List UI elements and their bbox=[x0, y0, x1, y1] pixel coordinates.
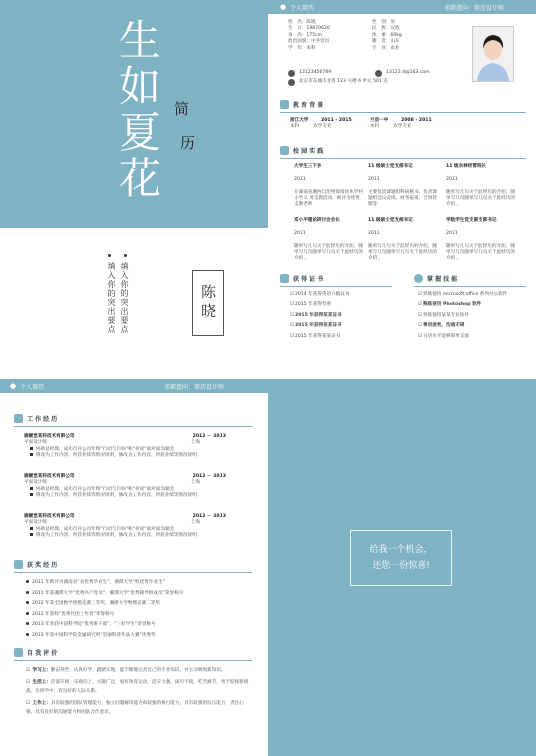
trophy-icon bbox=[14, 560, 23, 569]
work-company: 鹿额堂某科技术有限公司 bbox=[24, 514, 75, 519]
self-eval-heading bbox=[14, 648, 57, 657]
check-icon: ☑ bbox=[26, 679, 31, 685]
work-role: 平面设计师 bbox=[24, 520, 47, 526]
header-title: 个人简历 bbox=[20, 383, 45, 391]
education-heading bbox=[280, 100, 323, 109]
square-bullet-icon bbox=[30, 487, 33, 490]
campus-heading bbox=[280, 146, 323, 155]
work-city: 上海 bbox=[190, 520, 200, 526]
work-company: 鹿额堂某科技术有限公司 bbox=[24, 434, 75, 439]
highlight-text-1: 填入你的突出要点 bbox=[107, 262, 116, 334]
skill-text: 熟练使用 Photoshop 软件 bbox=[423, 302, 482, 308]
hometown-value: 山东 bbox=[390, 39, 400, 45]
skills-title: 掌 握 技 能 bbox=[427, 276, 458, 283]
skill-text: 熟练使用 microsoft office 系列办公软件 bbox=[423, 292, 508, 297]
work-years: 2012 － 2013 bbox=[192, 434, 226, 439]
self-eval-text: 勤奋刻苦，认真好学，踏踏实地，能不断地完善自己的专业知识，并主动吸收新知识。 bbox=[50, 668, 226, 673]
dot-bullet-icon bbox=[26, 601, 29, 604]
certificate-icon bbox=[280, 274, 289, 283]
weight-value: 60kg bbox=[390, 32, 402, 38]
ethnic-value: 汉族 bbox=[390, 26, 400, 32]
height-value: 175cm bbox=[306, 32, 323, 38]
header-title: 个人简历 bbox=[290, 4, 315, 12]
certificate-text: 2015 年获得某某证书 bbox=[295, 312, 342, 318]
check-icon: ☑ bbox=[290, 333, 295, 339]
page2-header-bar bbox=[0, 379, 268, 393]
self-eval-label: 工作上： bbox=[32, 700, 51, 706]
campus-item-desc: 在湖南省湘西自治州保靖县木学村小学义 务支教活动，被评为优秀支教老师 bbox=[294, 189, 363, 208]
person-icon: ● bbox=[10, 382, 17, 390]
check-icon: ☑ bbox=[418, 302, 423, 308]
major-1: 农学专业 bbox=[313, 124, 332, 130]
work-company: 鹿额堂某科技术有限公司 bbox=[24, 474, 75, 479]
campus-item-title: 大学生三下乡 bbox=[294, 164, 322, 169]
page1-header-bar bbox=[268, 0, 536, 14]
education-rule bbox=[280, 112, 526, 113]
profile-right-col bbox=[372, 20, 462, 52]
honor-text: 2012 年获全国数学建模竞赛三等奖，湘潭大学物理竞赛二等奖 bbox=[32, 601, 160, 606]
certificate-text: 2015 年获得某某证书 bbox=[295, 323, 342, 329]
cover-small-title bbox=[174, 92, 194, 160]
person-icon: ● bbox=[280, 3, 287, 11]
square-bullet-icon bbox=[30, 453, 33, 456]
campus-title: 校 园 实 践 bbox=[293, 148, 324, 155]
campus-rule bbox=[280, 158, 526, 159]
work-years: 2012 － 2013 bbox=[192, 514, 226, 519]
work-duty-text: 修改为工作内容、所获业绩等情况说明，修改为工作内容、所获业绩等情况说明 bbox=[36, 453, 197, 459]
self-eval-rule bbox=[14, 660, 252, 661]
height-label: 身 高： bbox=[288, 32, 307, 38]
campus-item-year: 2011 bbox=[368, 230, 380, 236]
certificates-rule bbox=[280, 286, 392, 287]
work-duty-text: 协助总经理，成功召开公司年终“行动与目标”和“亮说”面对面沟通会 bbox=[36, 446, 175, 452]
name-label: 姓 名： bbox=[288, 20, 307, 25]
certificates-list bbox=[290, 292, 400, 340]
honor-item bbox=[26, 599, 251, 610]
campus-item-2 bbox=[368, 164, 438, 209]
header-intention: 求职意向：简历设计师 bbox=[443, 4, 504, 12]
photo-portrait bbox=[473, 27, 513, 81]
honor-text: 2013 年荣获中国科学院“优秀班干部”、“三好学生”荣誉称号 bbox=[32, 622, 156, 627]
dot-bullet-icon bbox=[26, 633, 29, 636]
check-icon: ☑ bbox=[418, 312, 423, 318]
honors-title: 获 奖 经 历 bbox=[27, 562, 58, 569]
briefcase-icon bbox=[14, 414, 23, 423]
square-bullet-icon bbox=[30, 533, 33, 536]
campus-item-desc: 随单写几句关于此经历的介绍，随单写几句随单写几句关于此经历的介绍 。 bbox=[294, 243, 363, 262]
politics-label: 政治面貌： bbox=[288, 39, 311, 45]
cover-small-char-2: 历 bbox=[180, 134, 196, 152]
honor-item bbox=[26, 578, 251, 589]
honor-text: 2013 年获中国科学院金属研究所“崇丽科普作品大赛”优秀奖 bbox=[32, 632, 156, 638]
work-title: 工 作 经 历 bbox=[27, 416, 58, 423]
work-heading bbox=[14, 414, 57, 423]
square-bullet-icon bbox=[30, 493, 33, 496]
slogan-box bbox=[350, 530, 452, 586]
edu-value: 本科 bbox=[306, 45, 316, 51]
work-item-1 bbox=[24, 434, 244, 460]
self-eval-item bbox=[26, 678, 252, 697]
location-icon bbox=[288, 79, 295, 86]
skill-item bbox=[418, 313, 530, 319]
campus-item-desc: 随单写几句关于此经历的介绍，随单写几句随单写几句关于此经历的介绍 。 bbox=[446, 243, 515, 262]
cover-char-1: 生 bbox=[118, 16, 161, 65]
flag-icon bbox=[280, 146, 289, 155]
work-duty bbox=[24, 533, 244, 539]
degree-1: 本科 bbox=[290, 124, 300, 130]
certificates-heading bbox=[280, 274, 323, 283]
edu-label: 学 历： bbox=[288, 45, 307, 51]
pencil-icon bbox=[14, 648, 23, 657]
square-bullet-icon bbox=[30, 527, 33, 530]
honor-item bbox=[26, 631, 251, 642]
honor-item bbox=[26, 620, 251, 631]
politics-value: 中共党员 bbox=[310, 39, 330, 45]
address-value: 北京市东城市北普 123 号楼 6 单元 501 室 bbox=[299, 79, 388, 85]
certificate-text: 2015 年获得某某证书 bbox=[295, 333, 341, 339]
header-intention: 求职意向：简历设计师 bbox=[163, 383, 224, 391]
cover-char-4: 花 bbox=[118, 154, 161, 203]
campus-item-6 bbox=[446, 218, 516, 263]
check-icon: ☑ bbox=[290, 292, 295, 297]
name-value: 陈晓 bbox=[306, 20, 316, 25]
contact-row bbox=[288, 70, 468, 86]
phone-value: 13123456789 bbox=[299, 70, 332, 76]
check-icon: ☑ bbox=[290, 323, 295, 329]
school-2: 兰县一中 bbox=[370, 118, 389, 123]
campus-item-year: 2011 bbox=[294, 230, 306, 236]
sex-value: 男 bbox=[390, 20, 395, 25]
education-item-1 bbox=[290, 118, 380, 131]
certificate-item bbox=[290, 323, 400, 329]
email-value: 13123.4@163.com bbox=[386, 70, 430, 76]
cover-small-char-1: 简 bbox=[174, 100, 190, 118]
skill-text: 熟练使用某某专业软件 bbox=[423, 312, 469, 318]
dot-bullet-icon bbox=[26, 591, 29, 594]
name-box-text: 陈晓 bbox=[199, 284, 217, 322]
highlight-text-2: 填入你的突出要点 bbox=[120, 262, 129, 334]
self-eval-item bbox=[26, 699, 252, 718]
work-duty bbox=[24, 493, 244, 499]
work-city: 上海 bbox=[190, 480, 200, 486]
honors-heading bbox=[14, 560, 57, 569]
dot-bullet-icon bbox=[26, 622, 29, 625]
self-eval-list bbox=[26, 666, 252, 718]
ethnic-label: 民 族： bbox=[372, 26, 391, 32]
campus-item-desc: 随单写几句关于此经历的介绍，随单写几句随单写几句关于此经历的介绍 。 bbox=[446, 189, 515, 208]
sex-label: 性 别： bbox=[372, 20, 391, 25]
certificate-item bbox=[290, 292, 400, 298]
skills-list bbox=[418, 292, 530, 340]
graduation-cap-icon bbox=[280, 100, 289, 109]
campus-item-title: 邓小平理论研讨会会长 bbox=[294, 218, 340, 223]
campus-item-title: 11 级硕士党支部书记 bbox=[368, 218, 413, 223]
phone-icon bbox=[288, 70, 295, 77]
check-icon: ☑ bbox=[418, 323, 423, 329]
campus-item-desc: 主要负责课题组科研秘书、负责课题组会议安排、财务报销、合同管理等 bbox=[368, 189, 437, 208]
education-title: 教 育 背 景 bbox=[293, 102, 324, 109]
campus-item-desc: 随单写几句关于此经历的介绍，随单写几句随单写几句关于此经历的介绍 。 bbox=[368, 243, 437, 262]
school-1: 浙江大学 bbox=[290, 118, 309, 123]
dot-bullet-icon bbox=[26, 612, 29, 615]
certificate-text: 2015 年获得驾照 bbox=[295, 302, 332, 308]
cover-big-title bbox=[112, 18, 168, 202]
work-role: 平面设计师 bbox=[24, 480, 47, 486]
skill-item bbox=[418, 302, 530, 308]
skill-item bbox=[418, 292, 530, 298]
campus-item-year: 2011 bbox=[446, 230, 458, 236]
self-eval-label: 生活上： bbox=[32, 679, 51, 685]
self-eval-label: 学习上： bbox=[32, 668, 51, 673]
skill-item bbox=[418, 334, 530, 340]
work-duty bbox=[24, 453, 244, 459]
education-item-2 bbox=[370, 118, 460, 131]
years-1: 2011 - 2015 bbox=[321, 118, 352, 123]
highlight-dot-1 bbox=[108, 254, 111, 257]
slogan-line-2: 还您一份惊喜! bbox=[372, 561, 430, 571]
birth-label: 生 日： bbox=[288, 26, 307, 32]
email-icon bbox=[375, 70, 382, 77]
cover-highlights bbox=[106, 254, 130, 334]
hometown-label: 籍 贯： bbox=[372, 39, 391, 45]
self-eval-title: 自 我 评 价 bbox=[27, 650, 58, 657]
major-2: 农学专业 bbox=[393, 124, 412, 130]
skill-text: 粤语流利，沟通无碍 bbox=[423, 323, 465, 329]
campus-item-title: 11 级农林经管班长 bbox=[446, 164, 487, 169]
name-box bbox=[192, 270, 224, 336]
work-item-2 bbox=[24, 474, 244, 500]
photo bbox=[472, 26, 514, 82]
work-city: 上海 bbox=[190, 440, 200, 446]
honors-list bbox=[26, 578, 251, 641]
honors-rule bbox=[14, 572, 252, 573]
work-rule bbox=[14, 426, 252, 427]
campus-item-year: 2011 bbox=[368, 176, 380, 182]
check-icon: ☑ bbox=[26, 700, 31, 706]
certificate-item bbox=[290, 302, 400, 308]
skills-rule bbox=[414, 286, 526, 287]
self-eval-text: 具有较强的团队管理能力，独立问题解决能力和较强的执行能力，具有较强的抗压能力，责任心强，具有良好的沟通能力和团队合作意识。 bbox=[26, 700, 244, 715]
weight-label: 体 重： bbox=[372, 32, 391, 38]
campus-item-title: 11 级硕士党支部书记 bbox=[368, 164, 413, 169]
honor-text: 2011 年被评为湖南省“省优秀毕业生”，湘潭大学“校优秀毕业生” bbox=[32, 580, 165, 585]
campus-item-year: 2011 bbox=[294, 176, 306, 182]
skills-heading bbox=[414, 274, 457, 283]
work-duty-text: 修改为工作内容、所获业绩等情况说明，修改为工作内容、所获业绩等情况说明 bbox=[36, 493, 197, 499]
major-value: 农业 bbox=[390, 45, 400, 51]
check-icon: ☑ bbox=[290, 312, 295, 318]
degree-2: 本科 bbox=[370, 124, 380, 130]
years-2: 2008 - 2011 bbox=[401, 118, 432, 123]
self-eval-text: 活泼开朗，乐观向上，兴趣广泛，爱好体育运动，适应力强，拔尽不挠，吃苦耐劳，勇于迎接新挑战，在同学中，有良好的人际关系。 bbox=[26, 679, 249, 694]
work-duty-text: 修改为工作内容、所获业绩等情况说明，修改为工作内容、所获业绩等情况说明 bbox=[36, 533, 197, 539]
work-item-3 bbox=[24, 514, 244, 540]
work-duty-text: 协助总经理，成功召开公司年终“行动与目标”和“亮说”面对面沟通会 bbox=[36, 526, 175, 532]
birth-value: 19870626 bbox=[306, 26, 330, 32]
certificate-item bbox=[290, 313, 400, 319]
dot-bullet-icon bbox=[26, 580, 29, 583]
campus-item-year: 2011 bbox=[446, 176, 458, 182]
certificates-title: 获 得 证 书 bbox=[293, 276, 324, 283]
work-years: 2012 － 2013 bbox=[192, 474, 226, 479]
work-duty-text: 协助总经理，成功召开公司年终“行动与目标”和“亮说”面对面沟通会 bbox=[36, 486, 175, 492]
gear-icon bbox=[414, 274, 423, 283]
honor-text: 2011 年获湘潭大学“优秀共产党员”，湘潭大学“优秀辅导组成员”荣誉称号 bbox=[32, 590, 184, 596]
cover-char-3: 夏 bbox=[118, 108, 161, 157]
self-eval-item bbox=[26, 666, 252, 676]
campus-item-5 bbox=[368, 218, 438, 263]
honor-item bbox=[26, 610, 251, 621]
slogan-line-1: 给我一个机会， bbox=[369, 545, 433, 555]
profile-left-col bbox=[288, 20, 378, 52]
campus-item-1 bbox=[294, 164, 364, 209]
skill-item bbox=[418, 323, 530, 329]
campus-item-title: 学院学生党支部支部书记 bbox=[446, 218, 497, 223]
check-icon: ☑ bbox=[418, 333, 423, 339]
certificate-item bbox=[290, 334, 400, 340]
campus-item-4 bbox=[294, 218, 364, 263]
check-icon: ☑ bbox=[290, 302, 295, 308]
check-icon: ☑ bbox=[418, 292, 423, 297]
honor-item bbox=[26, 589, 251, 600]
highlight-dot-2 bbox=[124, 254, 127, 257]
certificate-text: 2014 年获得英语六级证书 bbox=[295, 292, 350, 297]
square-bullet-icon bbox=[30, 447, 33, 450]
major-label: 专 业： bbox=[372, 45, 391, 51]
check-icon: ☑ bbox=[26, 668, 31, 673]
skill-text: 日语水平能够简单交流 bbox=[423, 333, 469, 339]
campus-item-3 bbox=[446, 164, 516, 209]
work-role: 平面设计师 bbox=[24, 440, 47, 446]
cover-char-2: 如 bbox=[118, 62, 161, 111]
honor-text: 2012 年获校“优秀社团工作者”荣誉称号 bbox=[32, 611, 115, 617]
